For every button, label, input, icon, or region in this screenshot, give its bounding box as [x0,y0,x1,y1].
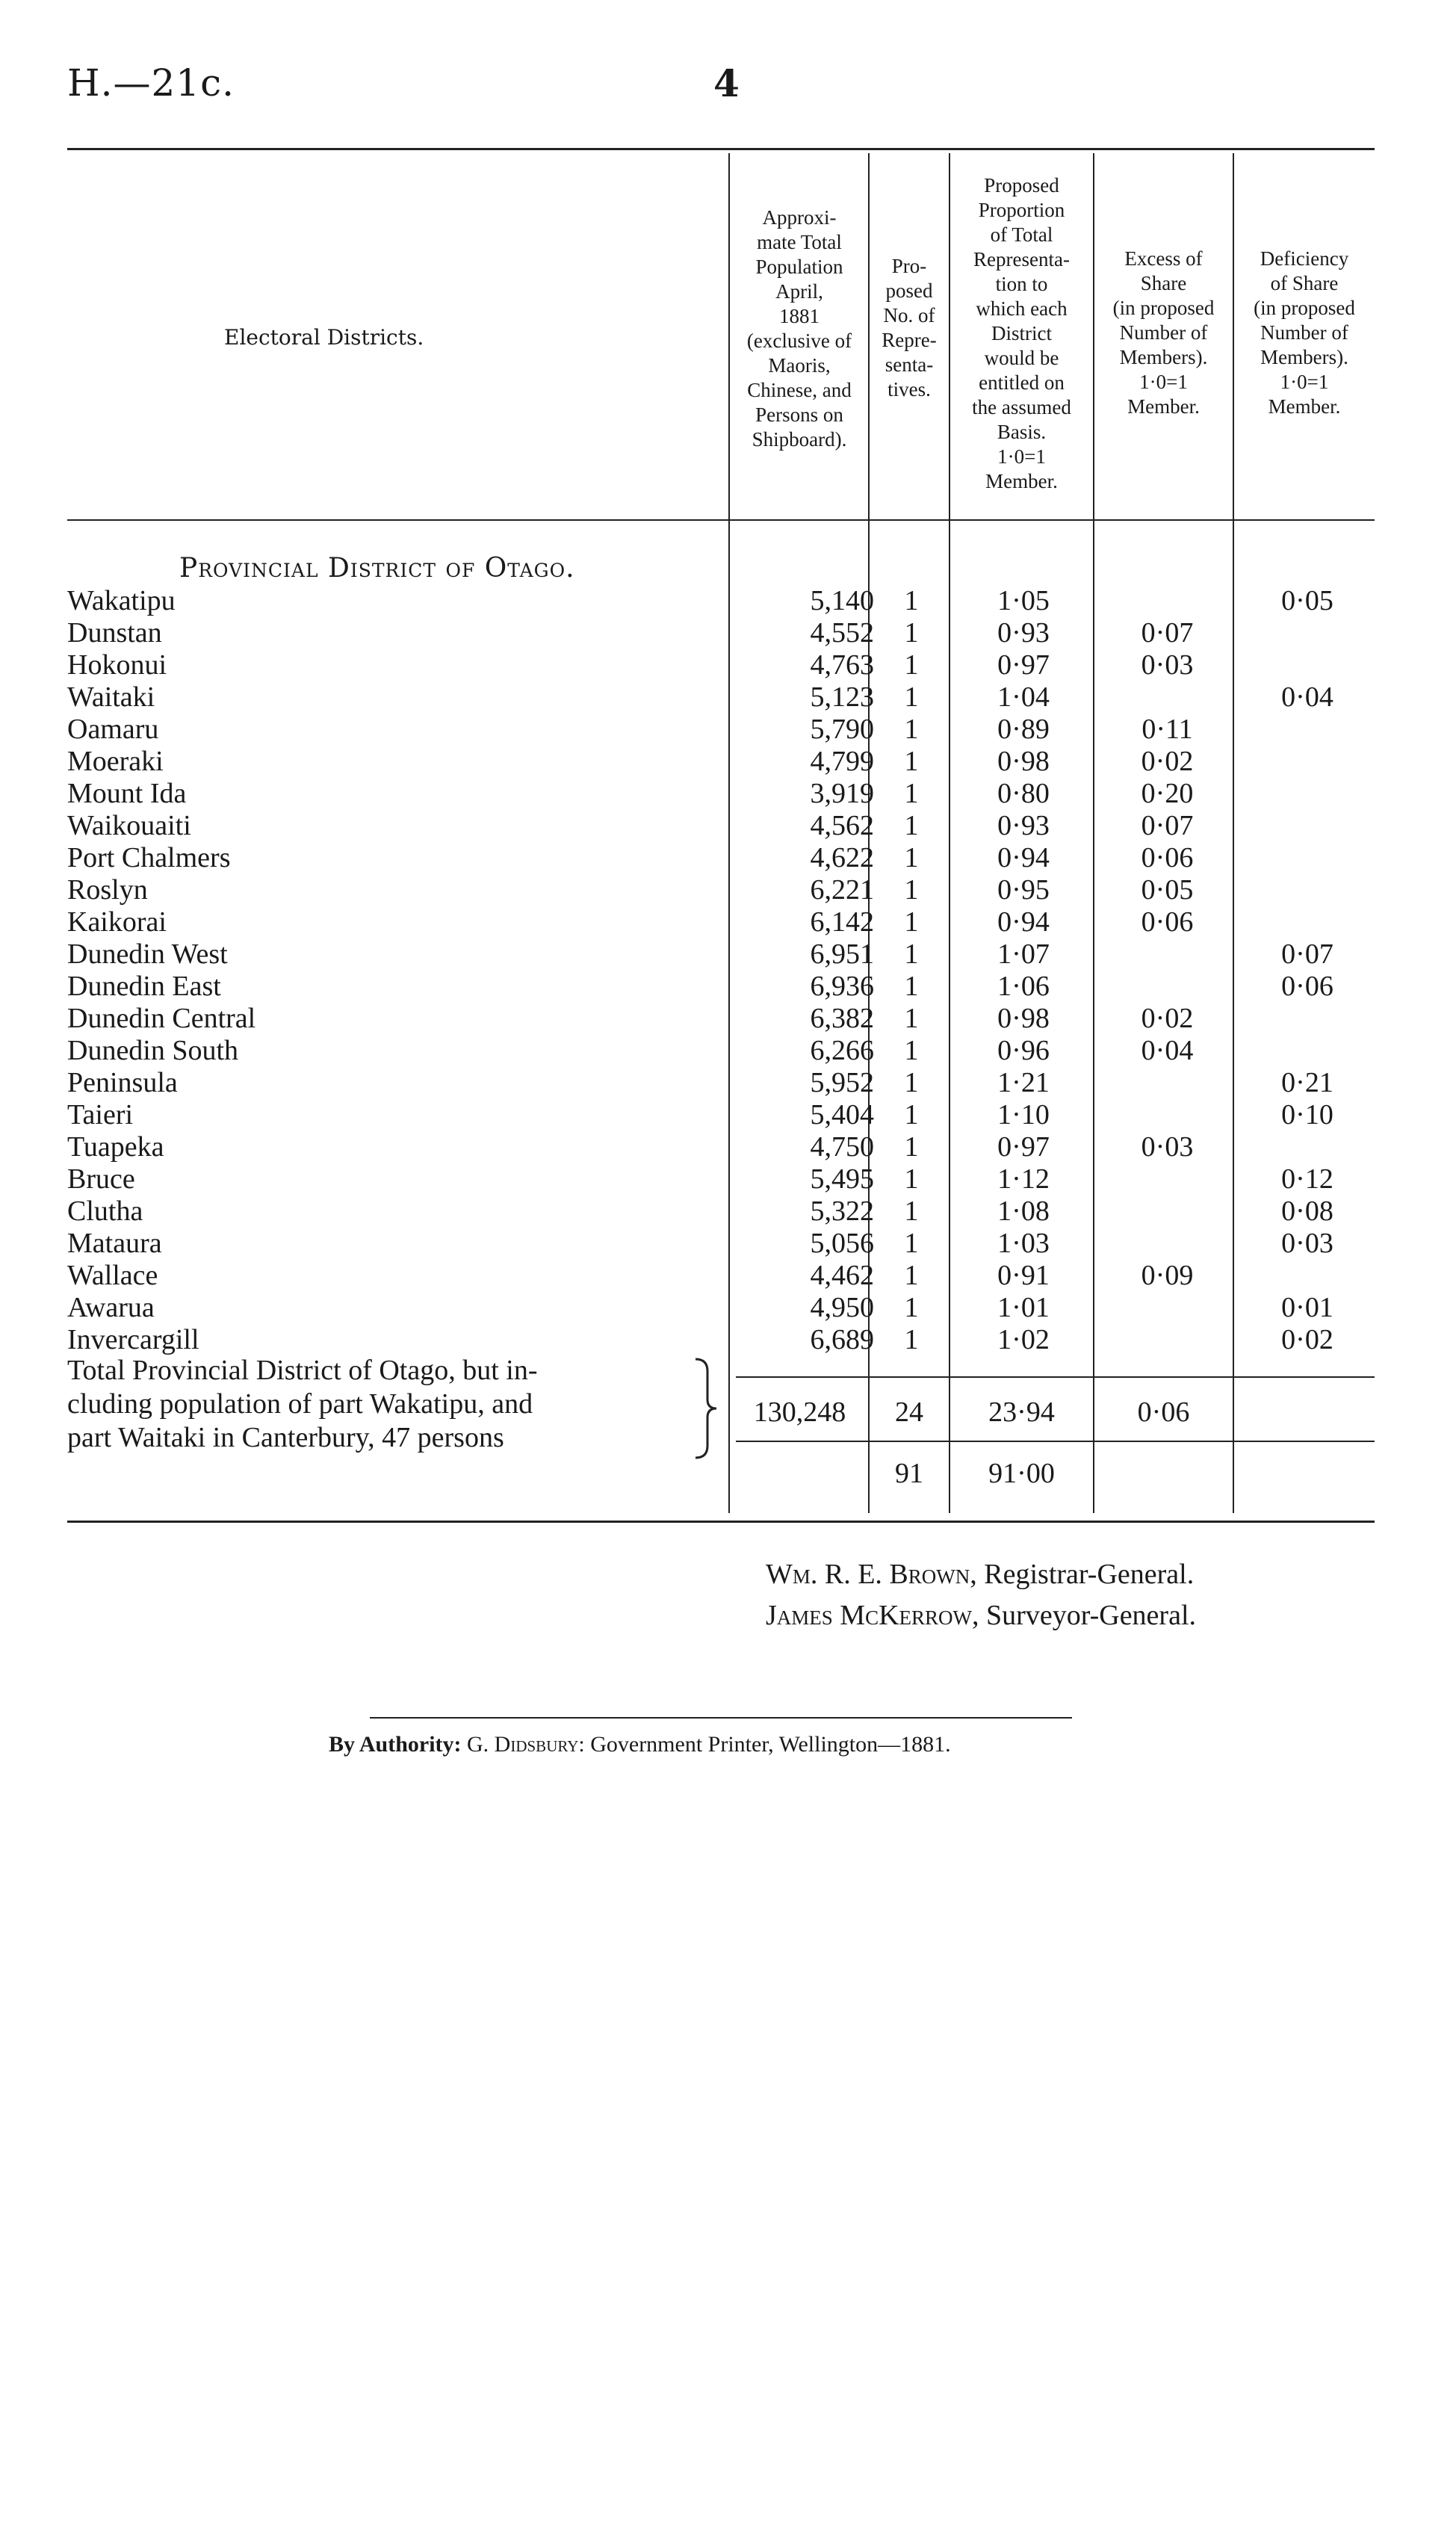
district-excess: 0·04 [1141,1035,1194,1066]
brace-icon [691,1356,721,1461]
district-population: 4,763 [810,649,874,681]
table-row [0,1035,1456,1067]
district-deficiency: 0·12 [1281,1163,1333,1195]
district-population: 5,056 [810,1228,874,1259]
district-proportion: 0·93 [997,810,1050,841]
district-name: Dunedin Central [67,1003,256,1034]
district-name: Wallace [67,1260,158,1291]
district-proportion: 0·97 [997,649,1050,681]
header-proportion: Proposed Proportion of Total Representa- tion to which each District would be entitled on the assumed Basis. 1·0=1 Member. [972,174,1071,492]
district-population: 5,140 [810,585,874,616]
district-name: Moeraki [67,746,164,777]
table-row [0,1099,1456,1131]
district-representatives: 1 [904,649,919,681]
page-number: 4 [713,61,740,105]
district-representatives: 1 [904,585,919,616]
district-name: Clutha [67,1196,143,1227]
district-name: Kaikorai [67,906,167,938]
total-label: Total Provincial District of Otago, but in- cluding population of part Wakatipu, and part Waitaki in Canterbury, 47 persons [67,1355,538,1453]
district-population: 5,404 [810,1099,874,1130]
district-name: Mount Ida [67,778,187,809]
district-proportion: 1·12 [997,1163,1050,1195]
table-row [0,746,1456,778]
imprint-by: By Authority: [329,1732,462,1757]
table-row [0,842,1456,874]
district-excess: 0·11 [1141,714,1193,745]
table-row [0,938,1456,971]
district-population: 5,952 [810,1067,874,1098]
district-population: 5,322 [810,1196,874,1227]
table-row [0,1292,1456,1324]
district-representatives: 1 [904,714,919,745]
header-excess: Excess of Share (in proposed Number of Members). 1·0=1 Member. [1112,247,1215,418]
district-representatives: 1 [904,1324,919,1355]
district-excess: 0·09 [1141,1260,1194,1291]
district-population: 3,919 [810,778,874,809]
district-representatives: 1 [904,617,919,649]
district-excess: 0·06 [1141,842,1194,873]
district-excess: 0·03 [1141,649,1194,681]
district-population: 6,689 [810,1324,874,1355]
table-row [0,1131,1456,1163]
district-population: 4,462 [810,1260,874,1291]
district-deficiency: 0·05 [1281,585,1333,616]
district-deficiency: 0·07 [1281,938,1333,970]
district-representatives: 1 [904,842,919,873]
district-population: 6,221 [810,874,874,906]
district-deficiency: 0·21 [1281,1067,1333,1098]
district-name: Wakatipu [67,585,176,616]
printer-imprint [329,1732,951,1757]
district-proportion: 1·21 [997,1067,1050,1098]
table-row [0,1003,1456,1035]
district-representatives: 1 [904,971,919,1002]
table-row [0,714,1456,746]
grand-total-proportion: 91·00 [988,1458,1055,1489]
district-representatives: 1 [904,778,919,809]
total-population: 130,248 [753,1396,846,1428]
district-representatives: 1 [904,1131,919,1163]
district-name: Waitaki [67,681,155,713]
total-excess: 0·06 [1137,1396,1190,1428]
district-proportion: 0·91 [997,1260,1050,1291]
district-name: Hokonui [67,649,167,681]
district-proportion: 0·89 [997,714,1050,745]
district-name: Mataura [67,1228,162,1259]
district-population: 6,382 [810,1003,874,1034]
district-population: 4,562 [810,810,874,841]
district-representatives: 1 [904,1003,919,1034]
district-excess: 0·06 [1141,906,1194,938]
district-excess: 0·20 [1141,778,1194,809]
district-name: Invercargill [67,1324,199,1355]
district-proportion: 0·96 [997,1035,1050,1066]
district-deficiency: 0·02 [1281,1324,1333,1355]
table-bottom-rule [67,1521,1375,1523]
table-row [0,1260,1456,1292]
district-population: 5,495 [810,1163,874,1195]
district-representatives: 1 [904,1163,919,1195]
district-proportion: 0·95 [997,874,1050,906]
table-row [0,874,1456,906]
district-representatives: 1 [904,874,919,906]
district-population: 5,790 [810,714,874,745]
imprint-rest: : Government Printer, Wellington—1881. [578,1732,951,1757]
district-representatives: 1 [904,810,919,841]
document-reference: H.—21c. [67,61,235,105]
district-name: Dunstan [67,617,162,649]
district-population: 6,142 [810,906,874,938]
surveyor-title: , Surveyor-General. [972,1600,1197,1631]
header-deficiency: Deficiency of Share (in proposed Number of Members). 1·0=1 Member. [1254,247,1355,418]
table-row [0,617,1456,649]
district-excess: 0·07 [1141,810,1194,841]
grand-total-representatives: 91 [895,1458,923,1489]
district-deficiency: 0·01 [1281,1292,1333,1323]
footer-rule [370,1717,1072,1719]
district-proportion: 0·93 [997,617,1050,649]
signature-surveyor [766,1599,1196,1632]
table-row [0,1324,1456,1356]
district-representatives: 1 [904,1292,919,1323]
district-population: 4,552 [810,617,874,649]
table-row [0,1163,1456,1196]
district-name: Dunedin South [67,1035,239,1066]
district-proportion: 0·94 [997,842,1050,873]
district-deficiency: 0·04 [1281,681,1333,713]
district-name: Taieri [67,1099,134,1130]
district-population: 4,799 [810,746,874,777]
district-proportion: 1·01 [997,1292,1050,1323]
district-proportion: 0·80 [997,778,1050,809]
district-proportion: 1·03 [997,1228,1050,1259]
district-name: Awarua [67,1292,155,1323]
district-excess: 0·02 [1141,1003,1194,1034]
district-population: 4,750 [810,1131,874,1163]
district-population: 4,622 [810,842,874,873]
district-name: Oamaru [67,714,159,745]
district-proportion: 1·07 [997,938,1050,970]
header-representatives: Pro- posed No. of Repre- senta- tives. [882,255,937,400]
district-representatives: 1 [904,1099,919,1130]
district-population: 4,950 [810,1292,874,1323]
district-representatives: 1 [904,1067,919,1098]
district-population: 6,951 [810,938,874,970]
district-representatives: 1 [904,1196,919,1227]
district-deficiency: 0·08 [1281,1196,1333,1227]
district-excess: 0·02 [1141,746,1194,777]
registrar-name: Wm. R. E. Brown [766,1559,970,1590]
district-representatives: 1 [904,746,919,777]
district-proportion: 1·05 [997,585,1050,616]
district-proportion: 0·97 [997,1131,1050,1163]
total-bottom-rule [736,1441,1375,1442]
table-row [0,1196,1456,1228]
district-proportion: 1·02 [997,1324,1050,1355]
table-row [0,906,1456,938]
district-proportion: 1·04 [997,681,1050,713]
district-name: Peninsula [67,1067,178,1098]
table-row [0,1228,1456,1260]
district-excess: 0·07 [1141,617,1194,649]
district-excess: 0·05 [1141,874,1194,906]
district-name: Dunedin East [67,971,221,1002]
district-proportion: 0·98 [997,746,1050,777]
district-proportion: 0·94 [997,906,1050,938]
district-proportion: 1·08 [997,1196,1050,1227]
district-representatives: 1 [904,1260,919,1291]
district-deficiency: 0·10 [1281,1099,1333,1130]
district-proportion: 1·06 [997,971,1050,1002]
section-title: Provincial District of Otago. [179,553,575,584]
district-population: 6,936 [810,971,874,1002]
total-proportion: 23·94 [988,1396,1055,1428]
table-row [0,649,1456,681]
district-name: Tuapeka [67,1131,164,1163]
district-representatives: 1 [904,906,919,938]
district-name: Waikouaiti [67,810,191,841]
district-name: Bruce [67,1163,135,1195]
district-population: 5,123 [810,681,874,713]
table-row [0,971,1456,1003]
district-name: Roslyn [67,874,148,906]
district-excess: 0·03 [1141,1131,1194,1163]
district-population: 6,266 [810,1035,874,1066]
district-representatives: 1 [904,1228,919,1259]
header-population: Approxi- mate Total Population April, 1881 (exclusive of Maoris, Chinese, and Persons on Shipboard). [746,206,852,451]
district-representatives: 1 [904,681,919,713]
table-row [0,778,1456,810]
table-row [0,681,1456,714]
table-row [0,810,1456,842]
district-proportion: 0·98 [997,1003,1050,1034]
district-deficiency: 0·03 [1281,1228,1333,1259]
header-electoral-districts: Electoral Districts. [224,325,424,350]
total-representatives: 24 [895,1396,923,1428]
table-row [0,1067,1456,1099]
signature-registrar [766,1558,1194,1591]
total-top-rule [736,1376,1375,1378]
imprint-printer-name: G. Didsbury [467,1732,579,1757]
table-top-rule [67,148,1375,150]
district-deficiency: 0·06 [1281,971,1333,1002]
district-proportion: 1·10 [997,1099,1050,1130]
table-row [0,585,1456,617]
district-name: Dunedin West [67,938,228,970]
header-bottom-rule [67,519,1375,521]
district-representatives: 1 [904,938,919,970]
district-representatives: 1 [904,1035,919,1066]
registrar-title: , Registrar-General. [970,1559,1195,1590]
surveyor-name: James McKerrow [766,1600,973,1631]
district-name: Port Chalmers [67,842,231,873]
